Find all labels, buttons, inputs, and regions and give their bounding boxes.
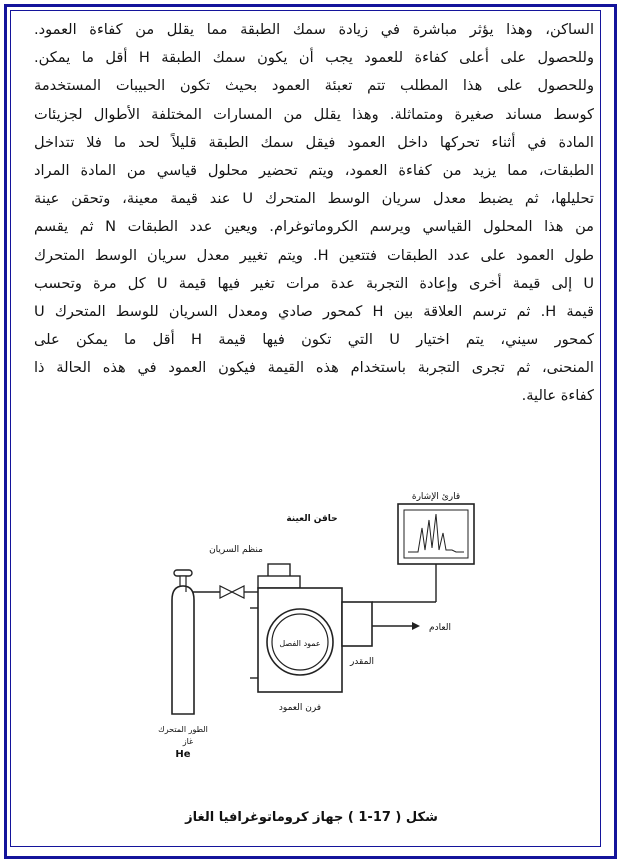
paragraph-line: كفاءة عالية. bbox=[521, 387, 594, 405]
paragraph-line: كمحور سيني، يتم اختيار U التي تكون فيها قيمة H أقل ما يمكن على bbox=[34, 331, 594, 349]
paragraph-line: وللحصول على هذا المطلب تتم تعبئة العمود بحيث تكون الحبيبات المستخدمة bbox=[34, 77, 594, 95]
paragraph-line: المنحنى، ثم تجرى التجربة باستخدام هذه القيمة فيكون العمود في هذه الحالة ذا bbox=[34, 359, 594, 377]
sample-injector bbox=[258, 564, 300, 588]
exhaust-label: العادم bbox=[429, 623, 451, 633]
helium-label: He bbox=[175, 749, 191, 760]
paragraph-line: الساكن، وهذا يؤثر مباشرة في زيادة سمك الطبقة مما يقلل من كفاءة العمود. bbox=[34, 21, 594, 38]
gc-apparatus-diagram bbox=[140, 478, 500, 798]
flow-regulator-label: منظم السريان bbox=[209, 545, 263, 555]
sample-injector-label: حاقن العينة bbox=[286, 514, 338, 524]
mobile-phase-gas-label: غاز bbox=[182, 737, 194, 746]
separation-column-label: عمود الفصل bbox=[279, 639, 321, 648]
figure-caption: شكل ( 17-1 ) جهاز كروماتوغرافيا الغاز bbox=[185, 810, 438, 825]
paragraph-line: طول العمود على عدد الطبقات فتتعين H. ويتم تغيير معدل سريان الوسط المتحرك bbox=[34, 246, 594, 264]
signal-reader bbox=[398, 504, 474, 602]
detector-label: المقدر bbox=[349, 657, 375, 667]
paragraph-line: الطبقات، مما يزيد من كفاءة العمود، ويتم تحضير محلول قياسي من المادة المراد bbox=[34, 161, 594, 179]
detector bbox=[342, 602, 436, 646]
paragraph-line: تحليلها، ثم يضبط معدل سريان الوسط المتحرك U عند قيمة معينة، وتحقن عينة bbox=[34, 190, 594, 208]
column-oven-label: فرن العمود bbox=[278, 703, 322, 713]
paragraph-line: قيمة H. ثم ترسم العلاقة بين H كمحور صادي ومعدل السريان للوسط المتحرك U bbox=[34, 302, 594, 320]
exhaust-arrow bbox=[372, 622, 420, 630]
paragraph-line: وللحصول على أعلى كفاءة للعمود يجب أن يكون سمك الطبقة H أقل ما يمكن. bbox=[34, 49, 594, 67]
paragraph-line: كوسط مساند صغيرة ومتماثلة. وهذا يقلل من المسارات المختلفة الأطوال لجزيئات bbox=[34, 105, 594, 123]
body-paragraph bbox=[34, 16, 594, 411]
flow-regulator bbox=[186, 586, 258, 598]
paragraph-line: المادة في أثناء تحركها داخل العمود فيقل سمك الطبقة قليلاً لحد ما فلا تتداخل bbox=[34, 133, 594, 151]
paragraph-line: U إلى قيمة أخرى وإعادة التجربة عدة مرات تغير فيها قيمة U كل مرة وتحسب bbox=[34, 274, 594, 292]
signal-reader-label: قارئ الإشارة bbox=[411, 492, 461, 502]
paragraph-line: من هذا المحلول القياسي ويرسم الكروماتوغرام. ويعين عدد الطبقات N ثم يقسم bbox=[34, 218, 594, 236]
gas-cylinder bbox=[172, 570, 194, 714]
mobile-phase-label: الطور المتحرك bbox=[158, 725, 208, 734]
